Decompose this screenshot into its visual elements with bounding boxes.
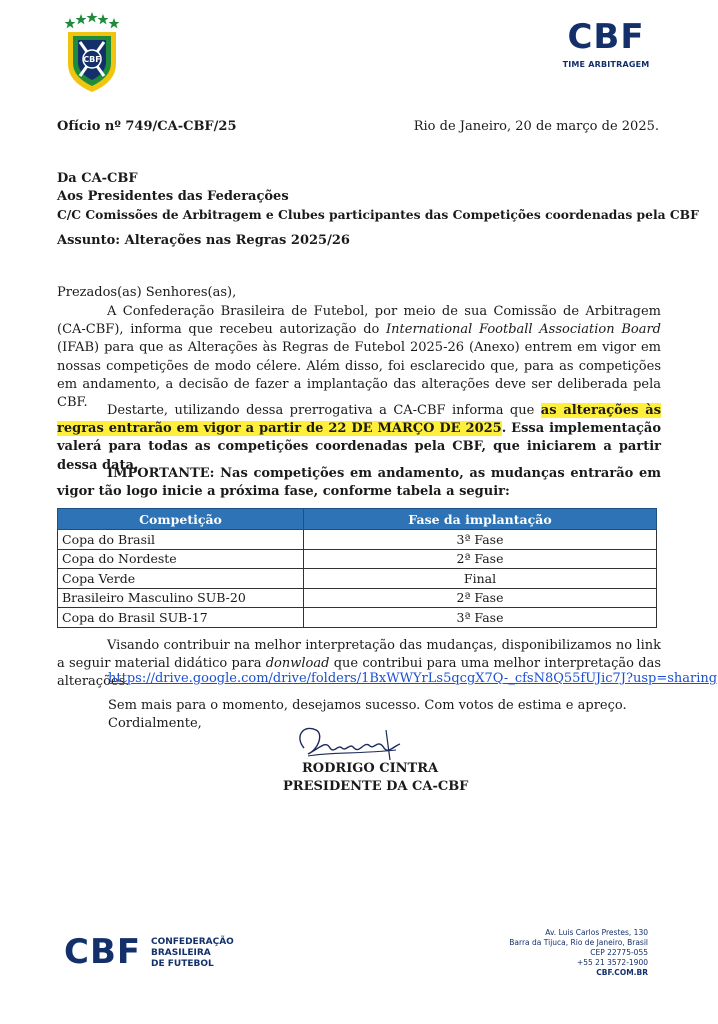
crest-text: CBF <box>83 55 101 64</box>
footer-org-line: BRASILEIRA <box>151 948 211 958</box>
footer-organization-name <box>151 937 234 970</box>
table-row <box>58 549 657 569</box>
cbf-arbitragem-logo <box>560 18 652 69</box>
important-note: IMPORTANTE: Nas competições em andamento, as mudanças entrarão em vigor tão logo inicie a próxima fase, conforme tabela a seguir: <box>57 466 661 500</box>
competition-cell: Copa Verde <box>58 569 304 589</box>
paragraph2-part1: Destarte, utilizando dessa prerrogativa a CA-CBF informa que <box>107 403 541 418</box>
cbf-logo-text: CBF <box>567 17 645 57</box>
footer-address-line: CEP 22775-055 <box>590 948 648 957</box>
valediction: Cordialmente, <box>108 716 202 731</box>
footer-address-line: Av. Luis Carlos Prestes, 130 <box>545 928 648 937</box>
effective-date-highlight: as alterações às regras entrarão em vigor a partir de 22 DE MARÇO DE 2025 <box>57 403 662 437</box>
phase-cell: Final <box>304 569 657 589</box>
phase-cell: 2ª Fase <box>304 588 657 608</box>
competition-cell: Brasileiro Masculino SUB-20 <box>58 588 304 608</box>
paragraph1-part1: A Confederação Brasileira de Futebol, por meio de sua Comissão de Arbitragem (CA-CBF), informa que recebeu autorização do <box>57 304 661 338</box>
greeting: Prezados(as) Senhores(as), <box>57 285 237 300</box>
signer-role: PRESIDENTE DA CA-CBF <box>283 779 469 794</box>
paragraph1-ifab: International Football Association Board <box>386 322 661 338</box>
paragraph2-part2: . Essa implementação valerá para todas as competições coordenadas pela CBF, que iniciarem a partir dessa data. <box>57 421 661 473</box>
phase-cell: 2ª Fase <box>304 549 657 569</box>
footer-cbf-logo: CBF <box>64 932 142 972</box>
footer-phone: +55 21 3572-1900 <box>576 958 648 967</box>
header-cc: C/C Comissões de Arbitragem e Clubes participantes das Competições coordenadas pela CBF <box>57 207 699 222</box>
competition-cell: Copa do Nordeste <box>58 549 304 569</box>
cbf-logo-subtitle: TIME ARBITRAGEM <box>562 60 650 69</box>
paragraph-authorization <box>57 303 661 412</box>
footer-org-line: DE FUTEBOL <box>151 959 214 969</box>
closing-line: Sem mais para o momento, desejamos sucesso. Com votos de estima e apreço. <box>108 698 627 713</box>
paragraph3-part1: Visando contribuir na melhor interpretação das mudanças, disponibilizamos no link a seguir material didático para <box>57 638 661 672</box>
phase-cell: 3ª Fase <box>304 530 657 550</box>
table-row <box>58 588 657 608</box>
cbf-crest-icon <box>62 12 122 94</box>
header-from: Da CA-CBF <box>57 171 138 186</box>
header-to: Aos Presidentes das Federações <box>57 189 289 204</box>
column-header-phase: Fase da implantação <box>304 509 657 530</box>
footer-address <box>509 928 648 978</box>
paragraph-effective-date <box>57 402 661 475</box>
document-reference: Ofício nº 749/CA-CBF/25 <box>57 119 237 134</box>
drive-material-link[interactable]: https://drive.google.com/drive/folders/1BxWWYrLs5qcgX7Q-_cfsN8Q55fUJic7J?usp=sharing <box>108 671 718 686</box>
column-header-competition: Competição <box>58 509 304 530</box>
paragraph1-part2: (IFAB) para que as Alterações às Regras de Futebol 2025-26 (Anexo) entrem em vigor em nossas competições de modo célere. Além disso, foi esclarecido que, para as competições em andamento, a decisão de fazer a implantação das alterações deve ser deliberada pela CBF. <box>57 340 661 411</box>
table-row <box>58 569 657 589</box>
phase-cell: 3ª Fase <box>304 608 657 628</box>
footer-website[interactable]: CBF.COM.BR <box>596 968 648 977</box>
table-row <box>58 530 657 550</box>
document-date: Rio de Janeiro, 20 de março de 2025. <box>413 119 659 134</box>
table-row <box>58 608 657 628</box>
signer-name: RODRIGO CINTRA <box>302 761 439 776</box>
paragraph3-part2: que contribui para uma melhor interpretação das alterações. <box>57 656 661 690</box>
competition-cell: Copa do Brasil SUB-17 <box>58 608 304 628</box>
paragraph3-download: donwload <box>265 656 330 672</box>
table-header-row <box>58 509 657 530</box>
header-subject: Assunto: Alterações nas Regras 2025/26 <box>57 233 350 248</box>
footer-org-line: CONFEDERAÇÃO <box>151 937 234 947</box>
implementation-table <box>57 508 657 628</box>
footer-address-line: Barra da Tijuca, Rio de Janeiro, Brasil <box>509 938 648 947</box>
competition-cell: Copa do Brasil <box>58 530 304 550</box>
